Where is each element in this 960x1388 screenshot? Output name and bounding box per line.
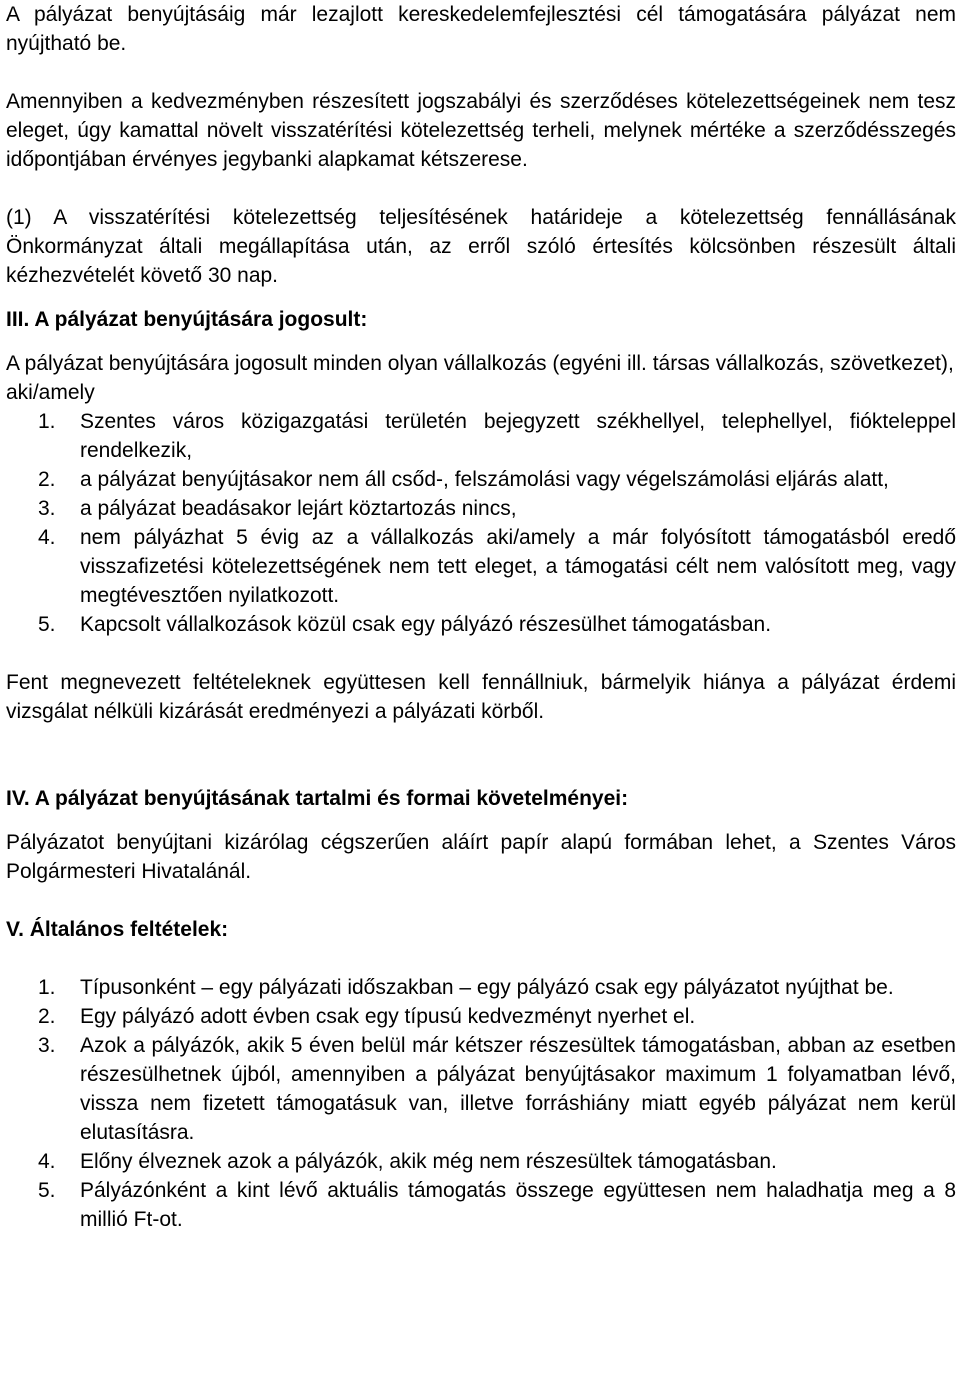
list-item-number: 3. xyxy=(38,1034,56,1057)
paragraph-repayment-obligation: Amennyiben a kedvezményben részesített jogszabályi és szerződéses kötelezettségeinek nem tesz eleget, úgy kamattal növelt visszatérítési kötelezettség terheli, melynek mértéke a szerződésszegés időpontjában érvényes jegybanki alapkamat kétszerese. xyxy=(6,90,956,171)
list-item xyxy=(6,973,956,1002)
list-item-number: 2. xyxy=(38,468,56,491)
list-item-text: Kapcsolt vállalkozások közül csak egy pályázó részesülhet támogatásban. xyxy=(80,613,772,636)
eligibility-list xyxy=(6,407,956,639)
paragraph-prior-tender: A pályázat benyújtásáig már lezajlott kereskedelemfejlesztési cél támogatására pályázat nem nyújtható be. xyxy=(6,3,956,55)
list-item-text: Pályázónként a kint lévő aktuális támogatás összege együttesen nem haladhatja meg a 8 millió Ft-ot. xyxy=(80,1179,956,1231)
list-item xyxy=(6,1147,956,1176)
section-3-intro-who: aki/amely xyxy=(6,381,95,404)
section-4-text: Pályázatot benyújtani kizárólag cégszerűen aláírt papír alapú formában lehet, a Szentes Város Polgármesteri Hivatalánál. xyxy=(6,831,956,883)
list-item-number: 2. xyxy=(38,1005,56,1028)
list-item-number: 1. xyxy=(38,976,56,999)
list-item xyxy=(6,407,956,465)
list-item-number: 5. xyxy=(38,1179,56,1202)
paragraph-repayment-deadline: (1) A visszatérítési kötelezettség teljesítésének határideje a kötelezettség fennállásának Önkormányzat általi megállapítása után, az erről szóló értesítés kölcsönben részesült általi kézhezvételét követő 30 nap. xyxy=(6,206,956,287)
list-item-number: 4. xyxy=(38,526,56,549)
section-3-intro: A pályázat benyújtására jogosult minden olyan vállalkozás (egyéni ill. társas vállalkozás, szövetkezet), xyxy=(6,352,954,375)
list-item-text: Előny élveznek azok a pályázók, akik még nem részesültek támogatásban. xyxy=(80,1150,777,1173)
list-item-text: a pályázat benyújtásakor nem áll csőd-, felszámolási vagy végelszámolási eljárás alatt, xyxy=(80,468,889,491)
list-item-text: Egy pályázó adott évben csak egy típusú kedvezményt nyerhet el. xyxy=(80,1005,696,1028)
list-item-text: Szentes város közigazgatási területén bejegyzett székhellyel, telephellyel, fiókteleppel rendelkezik, xyxy=(80,410,956,462)
section-5-heading: V. Általános feltételek: xyxy=(6,918,229,941)
list-item-text: a pályázat beadásakor lejárt köztartozás nincs, xyxy=(80,497,517,520)
list-item-text: Azok a pályázók, akik 5 éven belül már kétszer részesültek támogatásban, abban az esetben részesülhetnek újból, amennyiben a pályázat benyújtásakor maximum 1 folyamatban lévő, vissza nem fizetett támogatásuk van, illetve forráshiány miatt egyéb pályázat nem kerül elutasításra. xyxy=(80,1034,956,1144)
list-item-number: 5. xyxy=(38,613,56,636)
list-item-number: 4. xyxy=(38,1150,56,1173)
general-conditions-list xyxy=(6,973,956,1234)
list-item-text: Típusonként – egy pályázati időszakban – egy pályázó csak egy pályázatot nyújthat be. xyxy=(80,976,894,999)
list-item-number: 1. xyxy=(38,410,56,433)
list-item xyxy=(6,1031,956,1147)
section-3-closing: Fent megnevezett feltételeknek együttesen kell fennállniuk, bármelyik hiánya a pályázat érdemi vizsgálat nélküli kizárását eredményezi a pályázati körből. xyxy=(6,671,956,723)
list-item xyxy=(6,1176,956,1234)
list-item xyxy=(6,610,956,639)
section-3-heading: III. A pályázat benyújtására jogosult: xyxy=(6,308,368,331)
section-4-heading: IV. A pályázat benyújtásának tartalmi és formai követelményei: xyxy=(6,787,629,810)
list-item xyxy=(6,465,956,494)
list-item xyxy=(6,494,956,523)
list-item xyxy=(6,1002,956,1031)
list-item-number: 3. xyxy=(38,497,56,520)
list-item xyxy=(6,523,956,610)
document-page xyxy=(6,0,956,1234)
list-item-text: nem pályázhat 5 évig az a vállalkozás aki/amely a már folyósított támogatásból eredő visszafizetési kötelezettségének nem tett eleget, a támogatási célt nem valósított meg, vagy megtévesztően nyilatkozott. xyxy=(80,526,956,607)
